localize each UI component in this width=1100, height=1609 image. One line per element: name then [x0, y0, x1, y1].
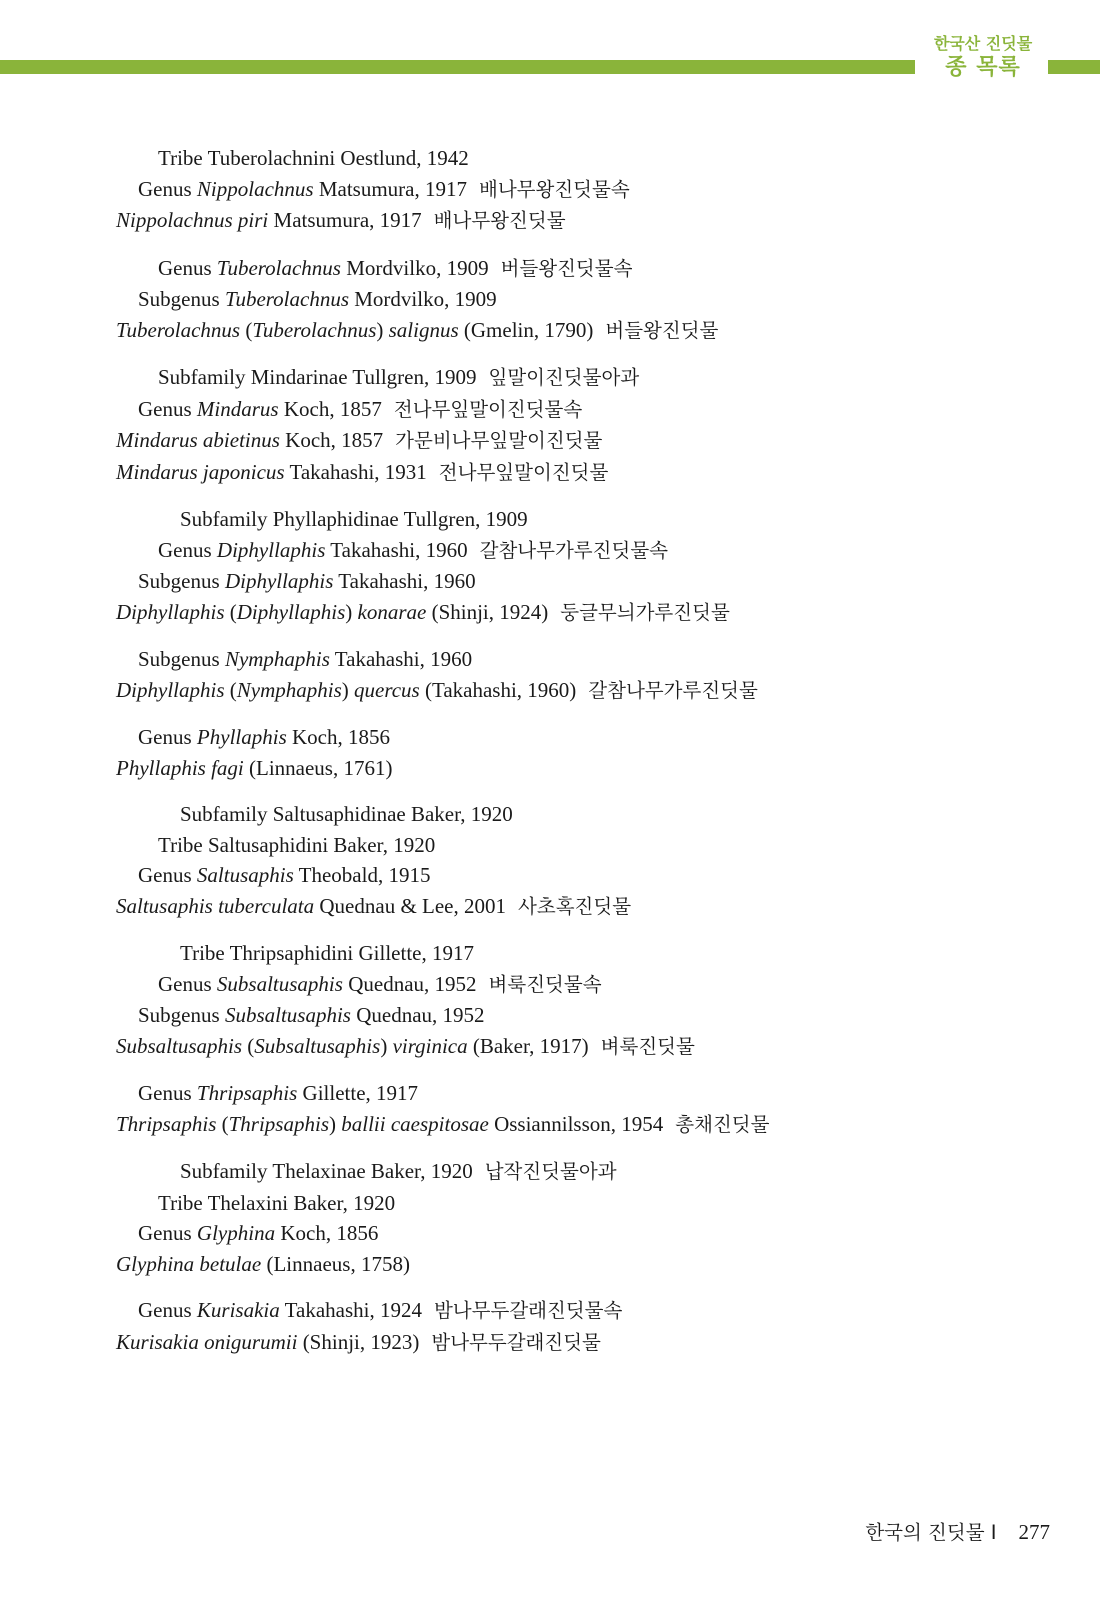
taxon-text: Genus	[138, 396, 197, 421]
scientific-name: Subsaltusaphis	[224, 1003, 351, 1027]
taxon-text: (Shinji, 1924)	[426, 599, 549, 624]
rank-heading-line	[116, 535, 1076, 567]
korean-name: 가문비나무잎말이진딧물	[395, 429, 603, 452]
taxon-text: Tribe Tuberolachnini Oestlund, 1942	[158, 146, 469, 170]
korean-name: 둥글무늬가루진딧물	[560, 600, 730, 624]
korean-name: 갈참나무가루진딧물속	[479, 538, 668, 562]
taxon-text: Takahashi, 1924	[279, 1298, 422, 1322]
scientific-name: Mindarus	[196, 396, 279, 421]
korean-name: 잎말이진딧물아과	[488, 366, 640, 389]
korean-name: 벼룩진딧물속	[488, 972, 602, 996]
taxon-text: Tribe Thelaxini Baker, 1920	[158, 1190, 396, 1215]
header-rule-right	[1048, 60, 1100, 74]
taxon-group	[116, 143, 1076, 237]
taxon-text: Quednau & Lee, 2001	[314, 893, 507, 918]
taxon-group	[116, 938, 1076, 1062]
taxon-group	[116, 1156, 1076, 1279]
rank-heading-line	[116, 1078, 1076, 1109]
rank-heading-line	[116, 799, 1076, 830]
rank-heading-line	[116, 1188, 1076, 1219]
taxon-text: )	[376, 317, 389, 342]
scientific-name: Diphyllaphis	[236, 599, 346, 624]
rank-heading-line	[116, 1000, 1076, 1031]
taxon-text: (Linnaeus, 1761)	[243, 755, 393, 780]
taxon-group	[116, 504, 1076, 628]
taxon-text: Ossiannilsson, 1954	[488, 1111, 664, 1136]
taxon-text: Genus	[158, 537, 217, 562]
running-header-line2: 종 목록	[945, 55, 1021, 80]
taxon-group	[116, 799, 1076, 922]
taxon-text: )	[345, 599, 358, 624]
rank-heading-line	[116, 644, 1076, 675]
taxon-group	[116, 1078, 1076, 1140]
scientific-name: salignus	[388, 317, 459, 342]
scientific-name: Saltusaphis	[196, 863, 294, 887]
taxon-text: Theobald, 1915	[293, 863, 431, 887]
species-line	[116, 205, 1076, 237]
rank-heading-line	[116, 1295, 1076, 1327]
taxon-text: Tribe Thripsaphidini Gillette, 1917	[180, 941, 474, 965]
rank-heading-line	[116, 284, 1076, 315]
scientific-name: Nymphaphis	[236, 677, 342, 702]
rank-heading-line	[116, 174, 1076, 206]
taxon-text: Subgenus	[138, 569, 225, 593]
taxon-text: Subgenus	[138, 287, 225, 311]
taxon-text: Genus	[138, 1298, 197, 1322]
taxon-text: Subfamily Phyllaphidinae Tullgren, 1909	[180, 507, 528, 531]
taxon-group	[116, 253, 1076, 347]
species-line	[116, 891, 1076, 923]
rank-heading-line	[116, 830, 1076, 861]
species-line	[116, 597, 1076, 629]
scientific-name: Tuberolachnus	[224, 287, 349, 311]
taxon-text: Matsumura, 1917	[268, 208, 422, 232]
taxon-text: Genus	[138, 1081, 197, 1105]
taxon-text: (	[242, 1033, 255, 1058]
scientific-name: Diphyllaphis	[216, 537, 326, 562]
taxon-text: Quednau, 1952	[350, 1003, 485, 1027]
taxon-text: Matsumura, 1917	[313, 176, 467, 201]
taxon-text: Takahashi, 1960	[329, 647, 473, 671]
scientific-name: Nymphaphis	[224, 647, 330, 671]
taxon-text: (	[224, 599, 237, 624]
scientific-name: Glyphina	[196, 1221, 276, 1245]
scientific-name: quercus	[354, 677, 420, 702]
taxon-text: Mordvilko, 1909	[340, 255, 489, 280]
species-list	[116, 143, 1076, 1374]
taxon-text: (Baker, 1917)	[467, 1033, 589, 1058]
taxon-text: Genus	[138, 1221, 197, 1245]
species-line	[116, 1249, 1076, 1280]
scientific-name: Tuberolachnus	[252, 317, 377, 342]
taxon-text: (	[240, 317, 253, 342]
species-line	[116, 1031, 1076, 1063]
species-line	[116, 315, 1076, 347]
rank-heading-line	[116, 1156, 1076, 1188]
scientific-name: Diphyllaphis	[224, 569, 334, 593]
taxon-text: )	[341, 677, 354, 702]
taxon-text: (	[216, 1111, 229, 1136]
taxon-text: Takahashi, 1931	[284, 459, 427, 484]
korean-name: 밤나무두갈래진딧물	[431, 1330, 601, 1354]
taxon-text: Tribe Saltusaphidini Baker, 1920	[158, 832, 436, 857]
rank-heading-line	[116, 143, 1076, 174]
taxon-text: Mordvilko, 1909	[349, 287, 497, 311]
species-line	[116, 753, 1076, 784]
scientific-name: Thripsaphis	[196, 1081, 298, 1105]
scientific-name: Thripsaphis	[228, 1111, 329, 1136]
header-rule-left	[0, 60, 915, 74]
taxon-text: Genus	[138, 725, 197, 749]
scientific-name: Phyllaphis fagi	[116, 755, 244, 780]
page-number: 277	[1018, 1520, 1050, 1544]
korean-name: 배나무왕진딧물	[433, 209, 566, 232]
taxon-text: Genus	[158, 255, 217, 280]
taxon-text: Takahashi, 1960	[325, 537, 468, 562]
korean-name: 납작진딧물아과	[484, 1160, 617, 1183]
korean-name: 총채진딧물	[675, 1112, 770, 1136]
taxon-text: Koch, 1856	[286, 725, 390, 749]
species-line	[116, 675, 1076, 707]
taxon-text: Koch, 1857	[279, 428, 384, 452]
rank-heading-line	[116, 504, 1076, 535]
footer-book-title: 한국의 진딧물 I	[865, 1521, 997, 1544]
species-line	[116, 1327, 1076, 1359]
taxon-text: Genus	[138, 176, 197, 201]
rank-heading-line	[116, 1218, 1076, 1249]
taxon-text: Subfamily Saltusaphidinae Baker, 1920	[180, 802, 513, 826]
taxon-text: Subfamily Mindarinae Tullgren, 1909	[158, 365, 477, 389]
taxon-text: )	[380, 1033, 393, 1058]
rank-heading-line	[116, 362, 1076, 394]
scientific-name: Subsaltusaphis	[116, 1033, 243, 1058]
korean-name: 갈참나무가루진딧물	[588, 678, 758, 702]
rank-heading-line	[116, 860, 1076, 891]
taxon-text: (Shinji, 1923)	[297, 1329, 420, 1354]
running-header	[918, 34, 1048, 82]
rank-heading-line	[116, 969, 1076, 1001]
korean-name: 밤나무두갈래진딧물속	[433, 1299, 623, 1322]
taxon-text: Genus	[138, 863, 197, 887]
page-footer	[865, 1517, 1050, 1545]
taxon-text: (	[224, 677, 237, 702]
scientific-name: Subsaltusaphis	[254, 1033, 381, 1058]
scientific-name: Mindarus japonicus	[116, 459, 285, 484]
korean-name: 사초혹진딧물	[518, 894, 632, 918]
taxon-group	[116, 722, 1076, 783]
species-line	[116, 425, 1076, 457]
rank-heading-line	[116, 566, 1076, 597]
taxon-text: Takahashi, 1960	[333, 569, 476, 593]
scientific-name: Tuberolachnus	[116, 317, 241, 342]
scientific-name: konarae	[357, 599, 427, 624]
species-line	[116, 457, 1076, 489]
scientific-name: Diphyllaphis	[116, 677, 225, 702]
taxon-text: (Gmelin, 1790)	[458, 317, 594, 342]
taxon-text: Quednau, 1952	[342, 971, 477, 996]
scientific-name: Phyllaphis	[196, 725, 287, 749]
scientific-name: Glyphina betulae	[116, 1251, 262, 1276]
rank-heading-line	[116, 938, 1076, 969]
korean-name: 배나무왕진딧물속	[479, 177, 630, 201]
taxon-text: (Linnaeus, 1758)	[261, 1251, 410, 1276]
scientific-name: Diphyllaphis	[116, 599, 225, 624]
scientific-name: Nippolachnus	[196, 176, 314, 201]
korean-name: 버들왕진딧물	[605, 318, 719, 342]
scientific-name: Kurisakia onigurumii	[116, 1329, 298, 1354]
scientific-name: Saltusaphis tuberculata	[116, 893, 315, 918]
scientific-name: Subsaltusaphis	[216, 971, 343, 996]
taxon-text: )	[329, 1111, 342, 1136]
taxon-text: Koch, 1857	[278, 396, 382, 421]
taxon-group	[116, 362, 1076, 488]
taxon-text: Subgenus	[138, 1003, 225, 1027]
taxon-text: Genus	[158, 971, 217, 996]
running-header-line1: 한국산 진딧물	[933, 34, 1033, 53]
species-line	[116, 1109, 1076, 1141]
taxon-text: Subfamily Thelaxinae Baker, 1920	[180, 1159, 473, 1183]
scientific-name: Kurisakia	[196, 1298, 280, 1322]
taxon-group	[116, 1295, 1076, 1358]
scientific-name: ballii caespitosae	[341, 1111, 489, 1136]
scientific-name: Mindarus abietinus	[116, 428, 280, 452]
korean-name: 전나무잎말이진딧물	[438, 460, 609, 484]
taxon-text: Koch, 1856	[275, 1221, 379, 1245]
korean-name: 전나무잎말이진딧물속	[393, 397, 583, 421]
scientific-name: Nippolachnus piri	[116, 208, 269, 232]
taxon-text: Gillette, 1917	[297, 1081, 419, 1105]
rank-heading-line	[116, 394, 1076, 426]
rank-heading-line	[116, 722, 1076, 753]
scientific-name: virginica	[392, 1033, 468, 1058]
taxon-text: Subgenus	[138, 647, 225, 671]
rank-heading-line	[116, 253, 1076, 285]
korean-name: 벼룩진딧물	[600, 1034, 695, 1058]
scientific-name: Tuberolachnus	[216, 255, 341, 280]
taxon-group	[116, 644, 1076, 706]
taxon-text: (Takahashi, 1960)	[419, 677, 577, 702]
korean-name: 버들왕진딧물속	[500, 256, 633, 280]
scientific-name: Thripsaphis	[116, 1111, 217, 1136]
